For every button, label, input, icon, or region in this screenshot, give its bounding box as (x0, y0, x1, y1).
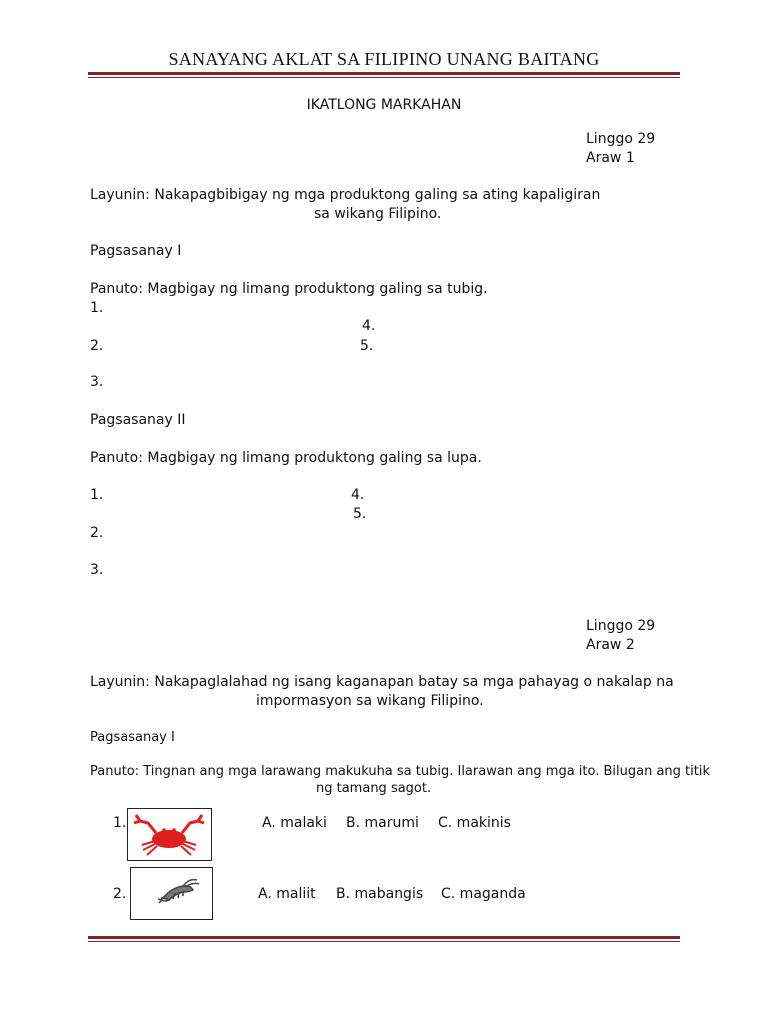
answer-item-4: 4. (351, 487, 365, 503)
question-image-frame (130, 867, 213, 920)
answer-item-3: 3. (90, 374, 104, 390)
objective-line-1: Layunin: Nakapaglalahad ng isang kaganapan batay sa mga pahayag o nakalap na (90, 674, 674, 690)
answer-item-2: 2. (90, 525, 104, 541)
footer-rule (88, 936, 680, 942)
answer-item-5: 5. (360, 338, 374, 354)
objective-line-2: sa wikang Filipino. (314, 206, 442, 222)
question-image-frame (127, 808, 212, 861)
question-number: 2. (113, 886, 127, 902)
choice-b[interactable]: B. marumi (346, 815, 419, 831)
choice-b[interactable]: B. mabangis (336, 886, 424, 902)
answer-item-2: 2. (90, 338, 104, 354)
day-label: Araw 2 (586, 637, 635, 653)
answer-item-1: 1. (90, 300, 104, 316)
objective-line-2: impormasyon sa wikang Filipino. (256, 693, 484, 709)
choice-a[interactable]: A. malaki (262, 815, 327, 831)
exercise-instruction-cont: ng tamang sagot. (316, 781, 432, 796)
choice-a[interactable]: A. maliit (258, 886, 316, 902)
answer-item-4: 4. (362, 318, 376, 334)
choice-c[interactable]: C. maganda (441, 886, 526, 902)
objective-line-1: Layunin: Nakapagbibigay ng mga produktong galing sa ating kapaligiran (90, 187, 601, 203)
answer-item-1: 1. (90, 487, 104, 503)
crab-icon (128, 809, 211, 860)
exercise-instruction: Panuto: Magbigay ng limang produktong galing sa tubig. (90, 281, 488, 297)
exercise-heading: Pagsasanay II (90, 412, 186, 428)
week-label: Linggo 29 (586, 618, 656, 634)
quarter-heading: IKATLONG MARKAHAN (306, 97, 462, 113)
exercise-heading: Pagsasanay I (90, 243, 182, 259)
exercise-heading: Pagsasanay I (90, 730, 175, 745)
page-title: SANAYANG AKLAT SA FILIPINO UNANG BAITANG (168, 49, 600, 69)
shrimp-icon (131, 868, 212, 919)
exercise-instruction: Panuto: Magbigay ng limang produktong galing sa lupa. (90, 450, 482, 466)
choice-c[interactable]: C. makinis (438, 815, 511, 831)
question-number: 1. (113, 815, 127, 831)
header-rule (88, 72, 680, 78)
week-label: Linggo 29 (586, 131, 656, 147)
answer-item-3: 3. (90, 562, 104, 578)
answer-item-5: 5. (353, 506, 367, 522)
exercise-instruction: Panuto: Tingnan ang mga larawang makukuha sa tubig. Ilarawan ang mga ito. Bilugan ang titik (90, 764, 710, 779)
day-label: Araw 1 (586, 150, 635, 166)
